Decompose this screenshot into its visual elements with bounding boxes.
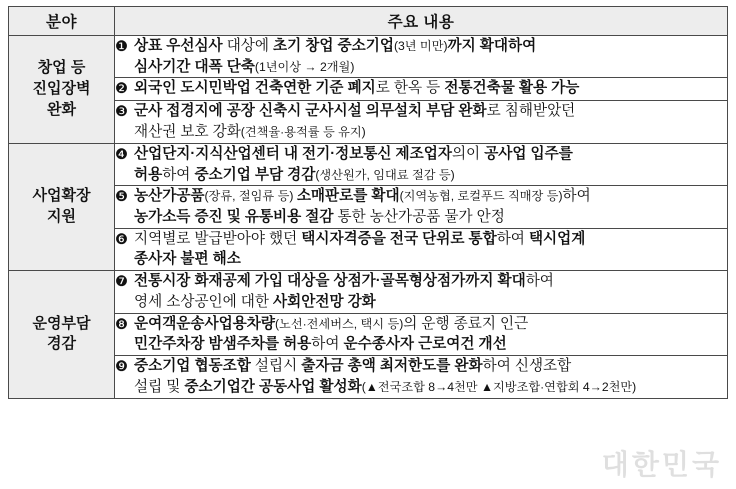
content-cell — [115, 36, 728, 78]
table-row — [9, 101, 728, 143]
item-marker: ❺ — [115, 189, 128, 206]
policy-table — [8, 6, 728, 399]
category-cell: 사업확장 지원 — [9, 143, 115, 270]
list-item — [115, 314, 727, 355]
table-row — [9, 271, 728, 313]
item-text: 지역별로 발급받아야 했던 택시자격증을 전국 단위로 통합하여 택시업계 종사자 불편 해소 — [134, 230, 586, 268]
table-row — [9, 228, 728, 270]
content-cell — [115, 271, 728, 313]
header-row — [9, 7, 728, 36]
list-item — [115, 78, 727, 100]
content-cell — [115, 313, 728, 355]
content-cell — [115, 228, 728, 270]
item-text: 운여객운송사업용차량(노선·전세버스, 택시 등)의 운행 종료지 인근 민간주차장 밤샘주차를 허용하여 운수종사자 근로여건 개선 — [134, 315, 529, 353]
table-row — [9, 143, 728, 185]
table-row — [9, 36, 728, 78]
table-row — [9, 78, 728, 101]
item-marker: ❶ — [115, 39, 128, 55]
content-cell — [115, 356, 728, 398]
item-marker: ❻ — [115, 231, 128, 248]
item-text: 중소기업 협동조합 설립시 출자금 총액 최저한도를 완화하여 신생조합 설립 및 중소기업간 공동사업 활성화(▲전국조합 8→4천만 ▲지방조합·연합회 4→2천만) — [134, 358, 637, 395]
item-marker: ❽ — [115, 316, 128, 333]
item-marker: ❷ — [115, 81, 128, 98]
table-row — [9, 186, 728, 228]
watermark-text: 대한민국 — [601, 449, 722, 480]
list-item — [115, 356, 727, 397]
item-marker: ❹ — [115, 146, 128, 163]
item-text: 상표 우선심사 대상에 초기 창업 중소기업(3년 미만)까지 확대하여 심사기간 대폭 단축(1년이상 → 2개월) — [134, 38, 537, 75]
column-header-category: 분야 — [9, 7, 115, 36]
content-cell — [115, 78, 728, 101]
list-item — [115, 144, 727, 185]
list-item — [115, 229, 727, 270]
table-row — [9, 356, 728, 398]
list-item — [115, 101, 727, 142]
item-marker: ❼ — [115, 274, 128, 291]
table-body — [9, 36, 728, 399]
category-cell: 창업 등 진입장벽 완화 — [9, 36, 115, 144]
list-item — [115, 271, 727, 312]
column-header-content: 주요 내용 — [115, 7, 728, 36]
item-text: 외국인 도시민박업 건축연한 기준 폐지로 한옥 등 전통건축물 활용 가능 — [134, 80, 580, 97]
content-cell — [115, 186, 728, 228]
list-item — [115, 186, 727, 227]
list-item — [115, 36, 727, 77]
item-marker: ❾ — [115, 359, 128, 376]
category-cell: 운영부담 경감 — [9, 271, 115, 398]
item-text: 농산가공품(장류, 절임류 등) 소매판로를 확대(지역농협, 로컬푸드 직매장 등)하여 농가소득 증진 및 유통비용 절감 통한 농산가공품 물가 안정 — [134, 188, 591, 226]
item-text: 산업단지·지식산업센터 내 전기·정보통신 제조업자의이 공사업 입주를 허용하여 중소기업 부담 경감(생산원가, 임대료 절감 등) — [134, 145, 573, 183]
content-cell — [115, 143, 728, 185]
table-header — [9, 7, 728, 36]
table-row — [9, 313, 728, 355]
item-marker: ❸ — [115, 104, 128, 121]
item-text: 전통시장 화재공제 가입 대상을 상점가·골목형상점가까지 확대하여 영세 소상공인에 대한 사회안전망 강화 — [134, 273, 554, 310]
item-text: 군사 접경지에 공장 신축시 군사시설 의무설치 부담 완화로 침해받았던 재산권 보호 강화(견책율·용적률 등 유지) — [134, 103, 576, 141]
content-cell — [115, 101, 728, 143]
